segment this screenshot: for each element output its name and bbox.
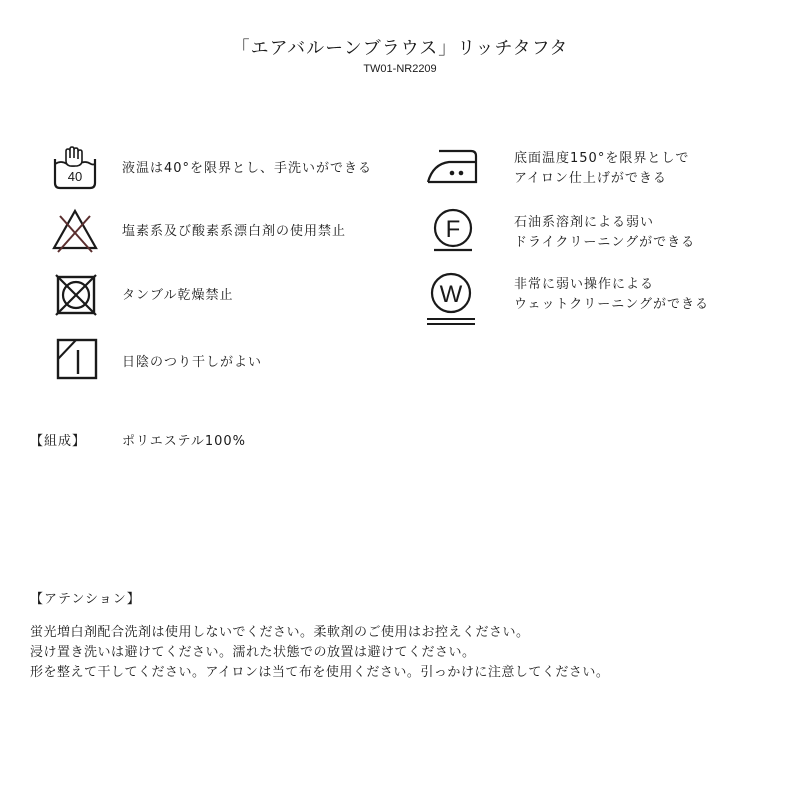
care-text-line: 石油系溶剤による弱い: [514, 215, 655, 230]
no-bleach-icon: [52, 208, 98, 254]
iron-low-icon: [425, 146, 481, 186]
wet-clean-w-icon: [425, 269, 477, 327]
care-text-line: ウェットクリーニングができる: [514, 297, 709, 312]
composition-value: ポリエステル100%: [122, 434, 246, 449]
svg-text:F: F: [445, 216, 461, 243]
attention-line: 蛍光増白剤配合洗剤は使用しないでください。柔軟剤のご使用はお控えください。: [30, 625, 530, 640]
care-item-no-tumble: [55, 274, 415, 320]
care-text: 塩素系及び酸素系漂白剤の使用禁止: [122, 224, 347, 239]
product-code: TW01-NR2209: [363, 63, 437, 75]
composition-label: 【組成】: [30, 434, 87, 449]
care-text-line: アイロン仕上げができる: [514, 171, 667, 186]
care-item-wet-clean: [425, 269, 785, 329]
svg-text:W: W: [439, 281, 463, 308]
care-text-line: ドライクリーニングができる: [514, 235, 696, 250]
attention-line: 浸け置き洗いは避けてください。濡れた状態での放置は避けてください。: [30, 645, 476, 660]
wash-tub-40-icon: [52, 147, 98, 193]
no-tumble-dry-icon: [55, 274, 97, 316]
care-text: タンブル乾燥禁止: [122, 288, 234, 303]
care-text: 液温は40°を限界とし、手洗いができる: [122, 161, 373, 176]
care-text-line: 底面温度150°を限界としで: [514, 151, 690, 166]
attention-label: 【アテンション】: [30, 592, 141, 607]
care-item-hand-wash: [52, 147, 412, 193]
product-title: 「エアバルーンブラウス」リッチタフタ: [231, 38, 569, 59]
care-item-dry-clean: [430, 205, 790, 255]
care-item-no-bleach: [52, 208, 412, 254]
care-text-line: 非常に弱い操作による: [514, 277, 655, 292]
attention-line: 形を整えて干してください。アイロンは当て布を使用ください。引っかけに注意してください。: [30, 665, 610, 680]
care-text: 日陰のつり干しがよい: [122, 355, 263, 370]
care-item-iron: [425, 146, 785, 192]
dry-clean-f-icon: [430, 205, 476, 251]
shade-dry-icon: [55, 338, 99, 380]
svg-text:40: 40: [67, 169, 83, 184]
care-item-shade-dry: [55, 338, 415, 384]
